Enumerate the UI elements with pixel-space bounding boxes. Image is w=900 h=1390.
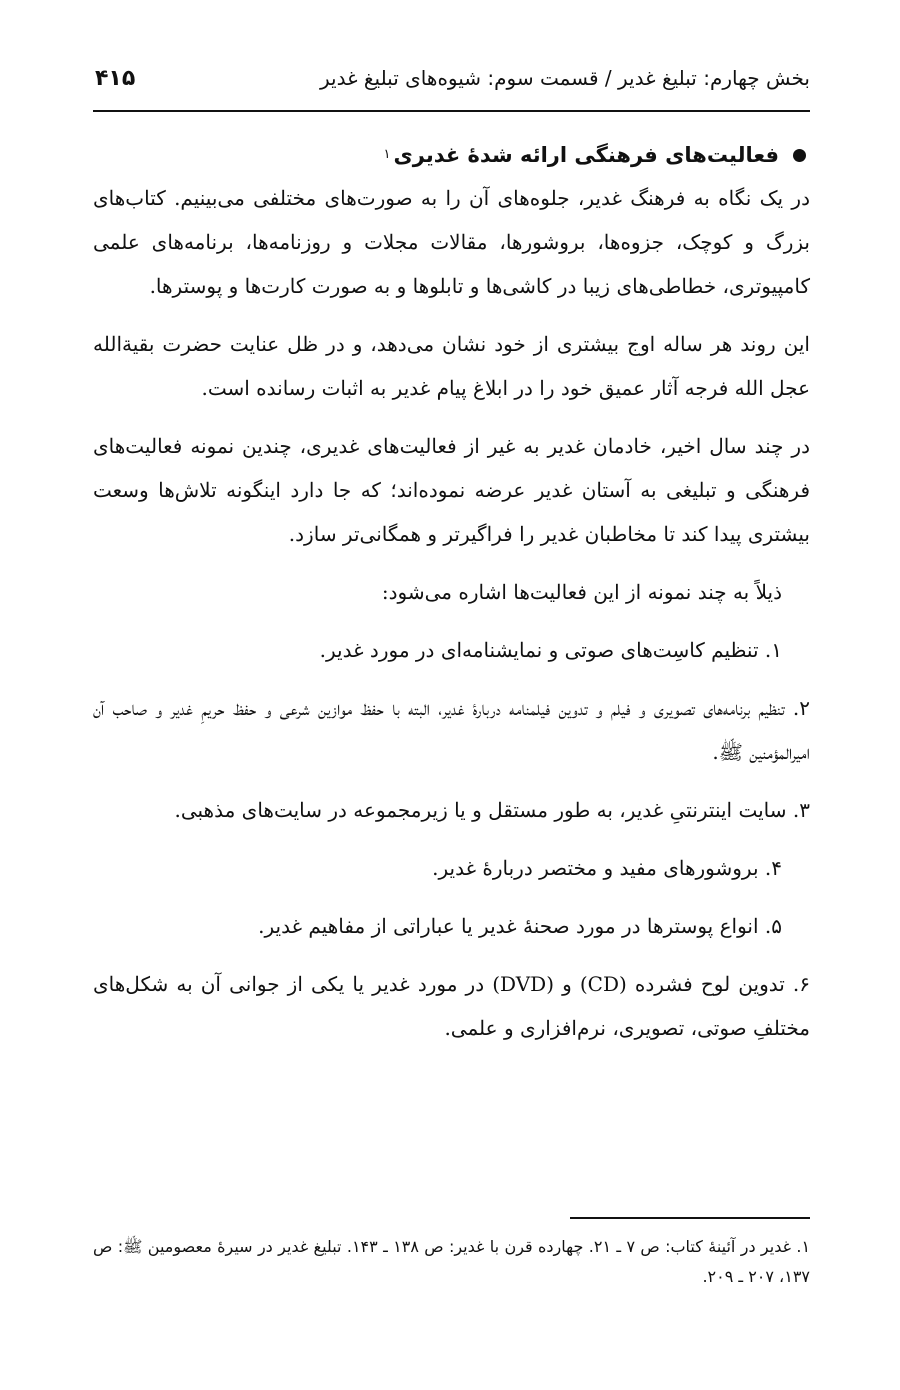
footnote: ۱. غدیر در آئینۀ کتاب: ص ۷ ـ ۲۱. چهارده قرن با غدیر: ص ۱۳۸ ـ ۱۴۳. تبلیغ غدیر در سیرۀ معصومین ﷺ: ص ۱۳۷، ۲۰۷ ـ ۲۰۹. [93,1237,811,1286]
paragraph: این روند هر ساله اوج بیشتری از خود نشان می‌دهد، و در ظل عنایت حضرت بقیةالله عجل الله فرجه آثار عمیق خود را در ابلاغ پیام غدیر به اثبات رسانده است. [93,332,810,400]
page [93,66,810,1064]
list-intro: ذیلاً به چند نمونه از این فعالیت‌ها اشاره می‌شود: [381,580,782,604]
list-item: ۳. سایت اینترنتیِ غدیر، به طور مستقل و یا زیرمجموعه در سایت‌های مذهبی. [174,798,810,822]
list-item: ۴. بروشورهای مفید و مختصر دربارۀ غدیر. [432,856,782,880]
running-header [93,66,810,112]
page-number: ۴۱۵ [95,66,136,91]
running-title: بخش چهارم: تبلیغ غدیر / قسمت سوم: شیوه‌های تبلیغ غدیر [319,66,810,90]
list-item: ۵. انواع پوسترها در مورد صحنۀ غدیر یا عباراتی از مفاهیم غدیر. [258,914,782,938]
footnote-divider [570,1217,810,1219]
list-item: ۲. تنظیم برنامه‌های تصویری و فیلم و تدوین فیلمنامه دربارۀ غدیر، البته با حفظ موازین شرعی و حفظ حریمِ غدیر و صاحب آن امیرالمؤمنین ﷺ. [93,696,810,764]
section-heading [93,140,810,170]
section-heading-text: فعالیت‌های فرهنگی ارائه شدۀ غدیری [393,143,779,167]
list-item: ۱. تنظیم کاسِت‌های صوتی و نمایشنامه‌ای در مورد غدیر. [319,638,782,662]
bullet-icon [793,149,806,162]
paragraph: در چند سال اخیر، خادمان غدیر به غیر از فعالیت‌های غدیری، چندین نمونه فعالیت‌های فرهنگی و تبلیغی به آستان غدیر عرضه نموده‌اند؛ که جا دارد اینگونه تلاش‌ها وسعت بیشتری پیدا کند تا مخاطبان غدیر را فراگیرتر و همگانی‌تر سازد. [93,434,810,546]
paragraph: در یک نگاه به فرهنگ غدیر، جلوه‌های آن را به صورت‌های مختلفی می‌بینیم. کتاب‌های بزرگ و کوچک، جزوه‌ها، بروشورها، مقالات مجلات و روزنامه‌ها، برنامه‌های علمی کامپیوتری، خطاطی‌های زیبا در کاشی‌ها و تابلوها و به صورت کارت‌ها و پوسترها. [93,186,810,298]
footnote-marker: ۱ [383,147,391,162]
list-item: ۶. تدوین لوح فشرده (CD) و (DVD) در مورد غدیر یا یکی از جوانی آن به شکل‌های مختلفِ صوتی، تصویری، نرم‌افزاری و علمی. [93,972,811,1040]
body-text [93,176,810,1050]
